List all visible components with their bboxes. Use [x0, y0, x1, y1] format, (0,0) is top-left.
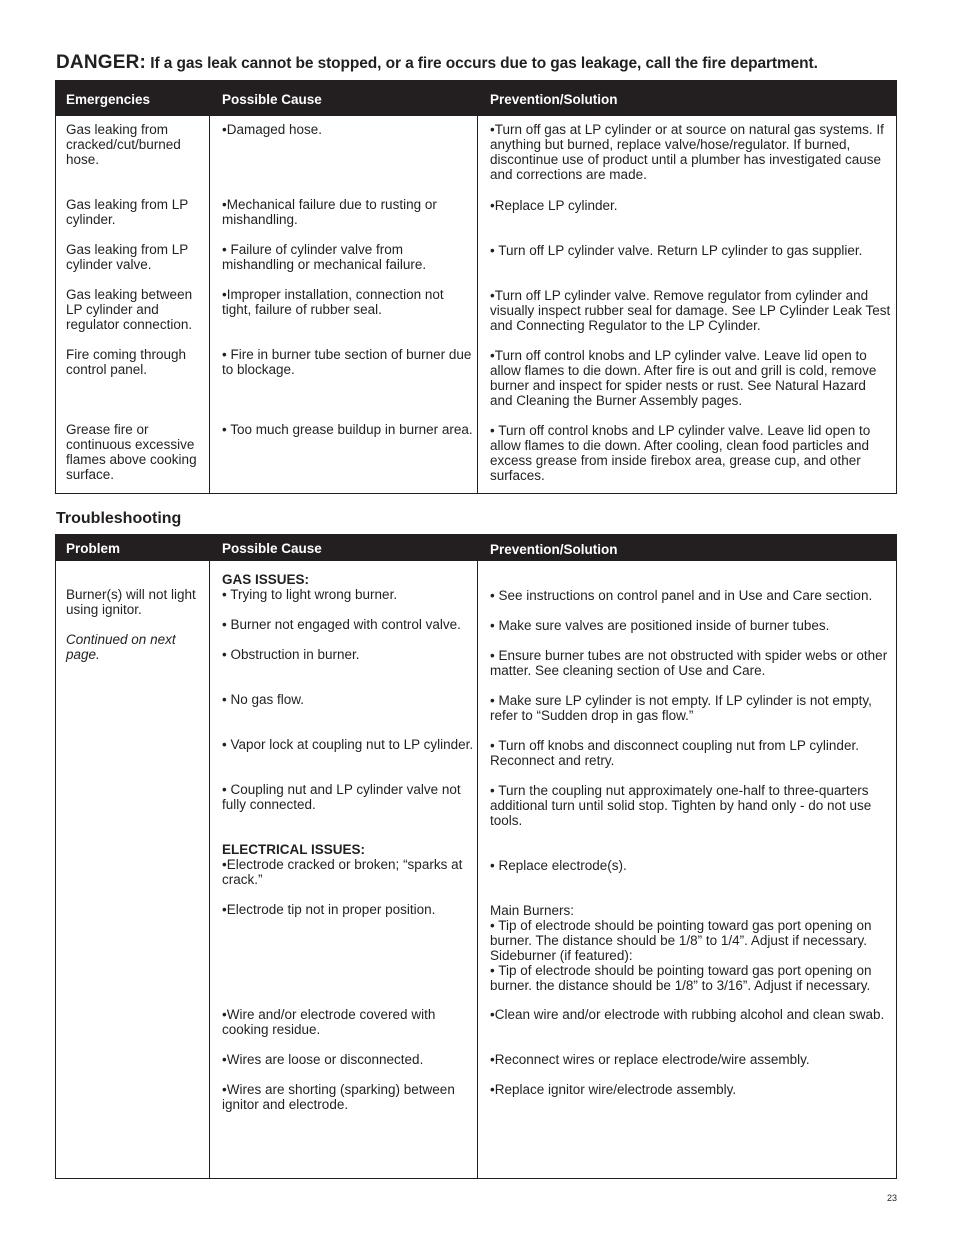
solution-cell: • Make sure valves are positioned inside of burner tubes.: [490, 618, 830, 633]
solution-cell: •Reconnect wires or replace electrode/wire assembly.: [490, 1052, 810, 1067]
cause-cell: • Trying to light wrong burner.: [222, 587, 398, 602]
column-divider: [209, 81, 210, 493]
header-possible-cause: Possible Cause: [222, 541, 322, 556]
solution-cell: •Turn off gas at LP cylinder or at source on natural gas systems. If anything but burned, replace valve/hose/regulator. If burned, discontinue use of product until a plumber has investigated cause and corrections are made.: [490, 122, 884, 182]
solution-cell: • Turn off knobs and disconnect coupling nut from LP cylinder. Reconnect and retry.: [490, 738, 859, 768]
cause-cell: •Damaged hose.: [222, 122, 323, 137]
header-emergencies: Emergencies: [66, 92, 151, 107]
problem-cell: Burner(s) will not light using ignitor.: [66, 587, 196, 617]
troubleshooting-table-header: [56, 535, 896, 561]
continued-note: Continued on next page.: [66, 632, 176, 662]
emergency-cell: Grease fire or continuous excessive flames above cooking surface.: [66, 422, 197, 482]
solution-cell: •Turn off LP cylinder valve. Remove regulator from cylinder and visually inspect rubber seal for damage. See LP Cylinder Leak Test and Connecting Regulator to the LP Cylinder.: [490, 288, 891, 333]
cause-cell: •Electrode tip not in proper position.: [222, 902, 436, 917]
electrical-issues-heading: ELECTRICAL ISSUES:: [222, 842, 366, 857]
cause-cell: •Wires are loose or disconnected.: [222, 1052, 424, 1067]
cause-cell: • Obstruction in burner.: [222, 647, 360, 662]
cause-cell: • Too much grease buildup in burner area.: [222, 422, 473, 437]
solution-cell: •Clean wire and/or electrode with rubbing alcohol and clean swab.: [490, 1007, 885, 1022]
emergency-cell: Gas leaking between LP cylinder and regulator connection.: [66, 287, 193, 332]
column-divider: [209, 535, 210, 1178]
solution-cell: •Turn off control knobs and LP cylinder valve. Leave lid open to allow flames to die down. After fire is out and grill is cold, remove burner and inspect for spider nests or rust. See Natural Hazard and Cleaning the Burner Assembly pages.: [490, 348, 877, 408]
cause-cell: •Mechanical failure due to rusting or mishandling.: [222, 197, 437, 227]
page-number: 23: [887, 1193, 898, 1203]
emergencies-table: [55, 80, 897, 494]
header-prevention-solution: Prevention/Solution: [490, 92, 618, 107]
danger-warning: [56, 52, 916, 74]
solution-cell: Main Burners: • Tip of electrode should be pointing toward gas port opening on burner. The distance should be 1/8” to 1/4”. Adjust if necessary. Sideburner (if featured): • Tip of electrode should be pointing toward gas port opening on burner. the distance should be 1/8” to 3/16”. Adjust if necessary.: [490, 903, 872, 993]
gas-issues-heading: GAS ISSUES:: [222, 572, 310, 587]
cause-cell: • Burner not engaged with control valve.: [222, 617, 461, 632]
cause-cell: • Failure of cylinder valve from mishandling or mechanical failure.: [222, 242, 427, 272]
emergency-cell: Gas leaking from LP cylinder valve.: [66, 242, 189, 272]
solution-cell: •Replace ignitor wire/electrode assembly.: [490, 1082, 737, 1097]
cause-cell: •Electrode cracked or broken; “sparks at crack.”: [222, 857, 463, 887]
danger-text: If a gas leak cannot be stopped, or a fire occurs due to gas leakage, call the fire department.: [146, 55, 818, 72]
cause-cell: • Fire in burner tube section of burner due to blockage.: [222, 347, 472, 377]
solution-cell: • Ensure burner tubes are not obstructed with spider webs or other matter. See cleaning section of Use and Care.: [490, 648, 888, 678]
troubleshooting-title: Troubleshooting: [56, 510, 182, 527]
cause-cell: • Vapor lock at coupling nut to LP cylinder.: [222, 737, 474, 752]
solution-cell: • Turn off LP cylinder valve. Return LP cylinder to gas supplier.: [490, 243, 863, 258]
cause-cell: •Wire and/or electrode covered with cooking residue.: [222, 1007, 436, 1037]
solution-cell: •Replace LP cylinder.: [490, 198, 618, 213]
solution-cell: • Replace electrode(s).: [490, 858, 627, 873]
emergency-cell: Gas leaking from LP cylinder.: [66, 197, 189, 227]
emergency-cell: Gas leaking from cracked/cut/burned hose.: [66, 122, 181, 167]
solution-cell: • Turn the coupling nut approximately one-half to three-quarters additional turn until solid stop. Tighten by hand only - do not use tools.: [490, 783, 872, 828]
header-prevention-solution: Prevention/Solution: [490, 542, 618, 557]
solution-cell: • See instructions on control panel and in Use and Care section.: [490, 588, 873, 603]
emergency-cell: Fire coming through control panel.: [66, 347, 187, 377]
column-divider: [477, 81, 478, 493]
solution-cell: • Make sure LP cylinder is not empty. If LP cylinder is not empty, refer to “Sudden drop in gas flow.”: [490, 693, 872, 723]
cause-cell: • Coupling nut and LP cylinder valve not fully connected.: [222, 782, 461, 812]
emergencies-table-header: [56, 81, 896, 116]
solution-cell: • Turn off control knobs and LP cylinder valve. Leave lid open to allow flames to die down. After cooling, clean food particles and excess grease from inside firebox area, grease cup, and other surfaces.: [490, 423, 871, 483]
cause-cell: • No gas flow.: [222, 692, 305, 707]
column-divider: [477, 535, 478, 1178]
danger-label: DANGER:: [56, 52, 147, 73]
cause-cell: •Wires are shorting (sparking) between ignitor and electrode.: [222, 1082, 455, 1112]
header-problem: Problem: [66, 541, 121, 556]
cause-cell: •Improper installation, connection not tight, failure of rubber seal.: [222, 287, 444, 317]
header-possible-cause: Possible Cause: [222, 92, 322, 107]
troubleshooting-table: [55, 534, 897, 1179]
